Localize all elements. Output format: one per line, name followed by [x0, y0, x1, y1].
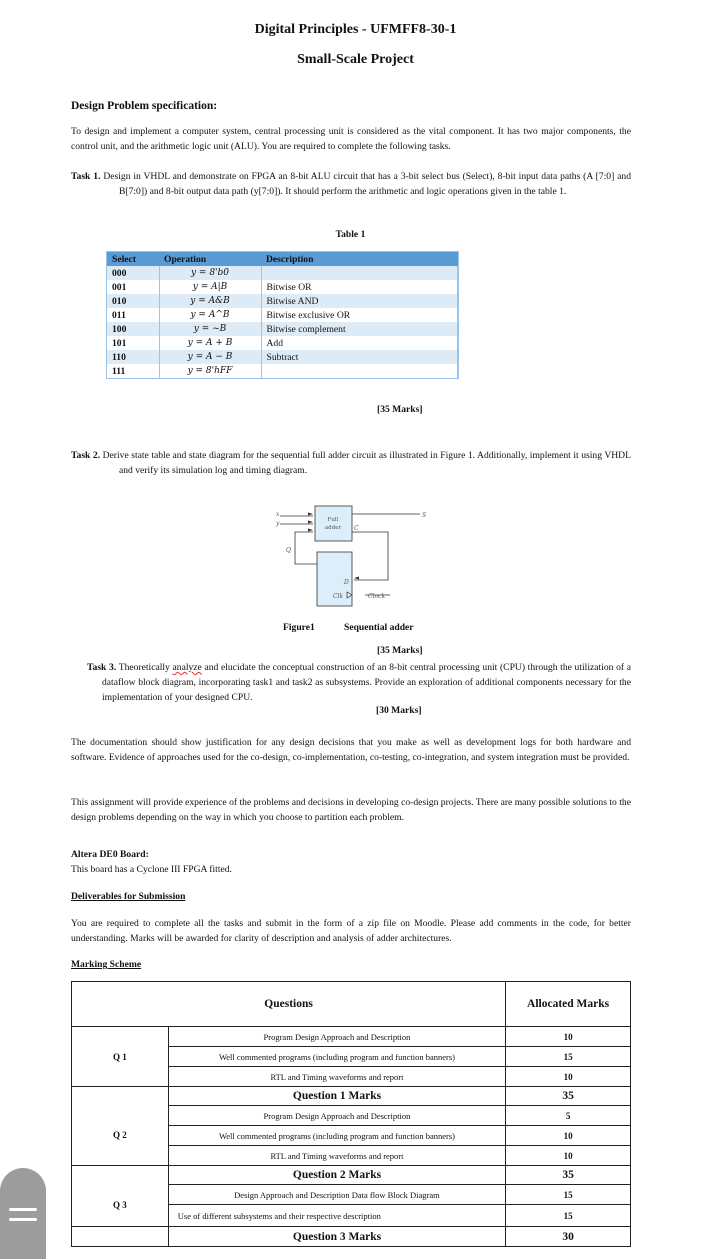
q1-item-2: Well commented programs (including program and function banners): [168, 1047, 505, 1067]
clk-label: Clk: [333, 593, 344, 600]
select-cell: 011: [107, 308, 159, 322]
col-select-header: Select: [107, 252, 159, 266]
task3-marks: [30 Marks]: [376, 705, 422, 716]
q3-item-1-marks: 15: [506, 1185, 631, 1205]
q3-total-label: Question 3 Marks: [168, 1227, 505, 1247]
table-row: [72, 1027, 631, 1047]
operation-cell: y = A^B: [159, 308, 261, 322]
q2-total-marks: 35: [506, 1166, 631, 1185]
select-cell: 101: [107, 336, 159, 350]
table-row: [107, 322, 458, 336]
board-heading: Altera DE0 Board:: [71, 849, 149, 860]
marking-scheme-table: [71, 981, 631, 1247]
s-label: S: [422, 512, 427, 519]
spec-intro: To design and implement a computer system, central processing unit is considered as the vital component. It has two major components, the control unit, and the arithmetic logic unit (ALU). You are required to complete the following tasks.: [71, 126, 631, 152]
description-cell: [261, 266, 458, 280]
operation-cell: y = A|B: [159, 280, 261, 294]
col-description-header: Description: [261, 252, 458, 266]
description-cell: Bitwise exclusive OR: [261, 308, 458, 322]
q1-item-1: Program Design Approach and Description: [168, 1027, 505, 1047]
q3-total-marks: 30: [506, 1227, 631, 1247]
marking-scheme-heading: Marking Scheme: [71, 959, 142, 970]
description-cell: Bitwise AND: [261, 294, 458, 308]
task2-label: Task 2.: [71, 450, 101, 461]
task3-label: Task 3.: [87, 662, 117, 673]
select-cell: 100: [107, 322, 159, 336]
task3-text-before: Theoretically: [118, 662, 173, 673]
c-label: C: [354, 525, 359, 532]
adder-label-full: Full: [327, 517, 339, 523]
sequential-adder-figure: [270, 502, 440, 608]
allocated-marks-header: Allocated Marks: [506, 982, 631, 1027]
col-operation-header: Operation: [159, 252, 261, 266]
operation-cell: y = A&B: [159, 294, 261, 308]
q2-item-1: Program Design Approach and Description: [168, 1106, 505, 1126]
table-row: [72, 1106, 631, 1126]
q1-total-marks: 35: [506, 1087, 631, 1106]
description-cell: Subtract: [261, 350, 458, 364]
task2-text: Derive state table and state diagram for the sequential full adder circuit as illustrated in Figure 1. Additionally, implement it using VHDL and verify its simulation log and timing diagram.: [102, 450, 631, 476]
select-cell: 010: [107, 294, 159, 308]
task2-paragraph: [71, 448, 631, 478]
task1-label: Task 1.: [71, 171, 101, 182]
board-text: This board has a Cyclone III FPGA fitted.: [71, 864, 232, 875]
operation-cell: y = 8'hFF: [159, 364, 261, 378]
task1-marks: [35 Marks]: [377, 404, 423, 415]
document-subtitle: Small-Scale Project: [297, 52, 414, 67]
q2-label: Q 2: [72, 1106, 169, 1166]
select-cell: 110: [107, 350, 159, 364]
table-row: [72, 1087, 631, 1106]
handle-line-icon: [9, 1208, 37, 1211]
document-title: Digital Principles - UFMFF8-30-1: [254, 22, 457, 37]
q2-item-3: RTL and Timing waveforms and report: [168, 1146, 505, 1166]
q3-item-2-marks: 15: [506, 1205, 631, 1227]
task1-text: Design in VHDL and demonstrate on FPGA an 8-bit ALU circuit that has a 3-bit select bus (Select), 8-bit input data paths (A [7:0] and B[7:0]) and 8-bit output data path (y[7:0]). It should perform the arithmetic and logic operations given in the table 1.: [103, 171, 631, 197]
q1-item-3-marks: 10: [506, 1067, 631, 1087]
q3-item-2: Use of different subsystems and their respective description: [168, 1205, 505, 1227]
q2-item-1-marks: 5: [506, 1106, 631, 1126]
documentation-paragraph: The documentation should show justification for any design decisions that you make as well as development logs for both hardware and software. Evidence of approaches used for the co-design, co-implementation, co-testing, co-integration, and system integration must be provided.: [71, 737, 631, 763]
description-cell: [261, 364, 458, 378]
carry-feedback-wire: [352, 532, 388, 580]
q2-item-2: Well commented programs (including program and function banners): [168, 1126, 505, 1146]
table-row: [107, 364, 458, 378]
deliverables-text: You are required to complete all the tasks and submit in the form of a zip file on Moodle. Please add comments in the code, for better understanding. Marks will be awarded for clarity of description and analysis of adder architectures.: [71, 918, 631, 944]
task3-spellcheck-word: analyze: [172, 662, 202, 673]
task3-paragraph: [87, 660, 631, 705]
description-cell: Add: [261, 336, 458, 350]
clock-label: Clock: [368, 593, 386, 600]
select-cell: 001: [107, 280, 159, 294]
task3-text-after: and elucidate the conceptual construction of an 8-bit central processing unit (CPU) through the utilization of a dataflow block diagram, incorporating task1 and task2 as subsystems. Provide an exploration of additional components necessary for the implementation of your designed CPU.: [102, 662, 631, 703]
table-row: [107, 308, 458, 322]
operation-cell: y = A + B: [159, 336, 261, 350]
q3-label: Q 3: [72, 1185, 169, 1227]
q2-item-2-marks: 10: [506, 1126, 631, 1146]
y-label: y: [276, 520, 280, 527]
q1-label: Q 1: [72, 1027, 169, 1087]
table-row: [72, 1166, 631, 1185]
q-feedback-wire: [295, 532, 317, 564]
adder-label-adder: adder: [324, 525, 342, 531]
table-row: [107, 350, 458, 364]
description-cell: Bitwise OR: [261, 280, 458, 294]
table-row: [72, 1185, 631, 1205]
table-row: [107, 280, 458, 294]
full-adder-block: [315, 506, 352, 541]
select-cell: 111: [107, 364, 159, 378]
figure1-caption-text: Sequential adder: [344, 622, 414, 633]
operation-cell: y = A − B: [159, 350, 261, 364]
description-cell: Bitwise complement: [261, 322, 458, 336]
x-label: x: [276, 511, 280, 518]
spec-heading: Design Problem specification:: [71, 100, 218, 112]
table-row: [107, 336, 458, 350]
d-label: D: [344, 579, 349, 586]
alu-operations-table: [106, 251, 459, 379]
scroll-handle[interactable]: [0, 1168, 46, 1259]
handle-line-icon: [9, 1218, 37, 1221]
q-label: Q: [286, 547, 291, 554]
table-row: [107, 266, 458, 280]
deliverables-heading: Deliverables for Submission: [71, 891, 186, 902]
q2-item-3-marks: 10: [506, 1146, 631, 1166]
q1-item-2-marks: 15: [506, 1047, 631, 1067]
questions-header: Questions: [72, 982, 506, 1027]
q2-total-label: Question 2 Marks: [168, 1166, 505, 1185]
table1-caption: Table 1: [335, 229, 366, 240]
q1-item-1-marks: 10: [506, 1027, 631, 1047]
q1-total-label: Question 1 Marks: [168, 1087, 505, 1106]
select-cell: 000: [107, 266, 159, 280]
q1-item-3: RTL and Timing waveforms and report: [168, 1067, 505, 1087]
experience-paragraph: This assignment will provide experience of the problems and decisions in developing co-design projects. There are many possible solutions to the design problems depending on the way in which you choose to partition each problem.: [71, 797, 631, 823]
q3-item-1: Design Approach and Description Data flow Block Diagram: [168, 1185, 505, 1205]
table-row: [107, 294, 458, 308]
task1-paragraph: [71, 169, 631, 199]
operation-cell: y = ~B: [159, 322, 261, 336]
figure1-caption-number: Figure1: [283, 622, 315, 633]
table-row: [72, 1227, 631, 1247]
operation-cell: y = 8'b0: [159, 266, 261, 280]
task2-marks: [35 Marks]: [377, 645, 423, 656]
